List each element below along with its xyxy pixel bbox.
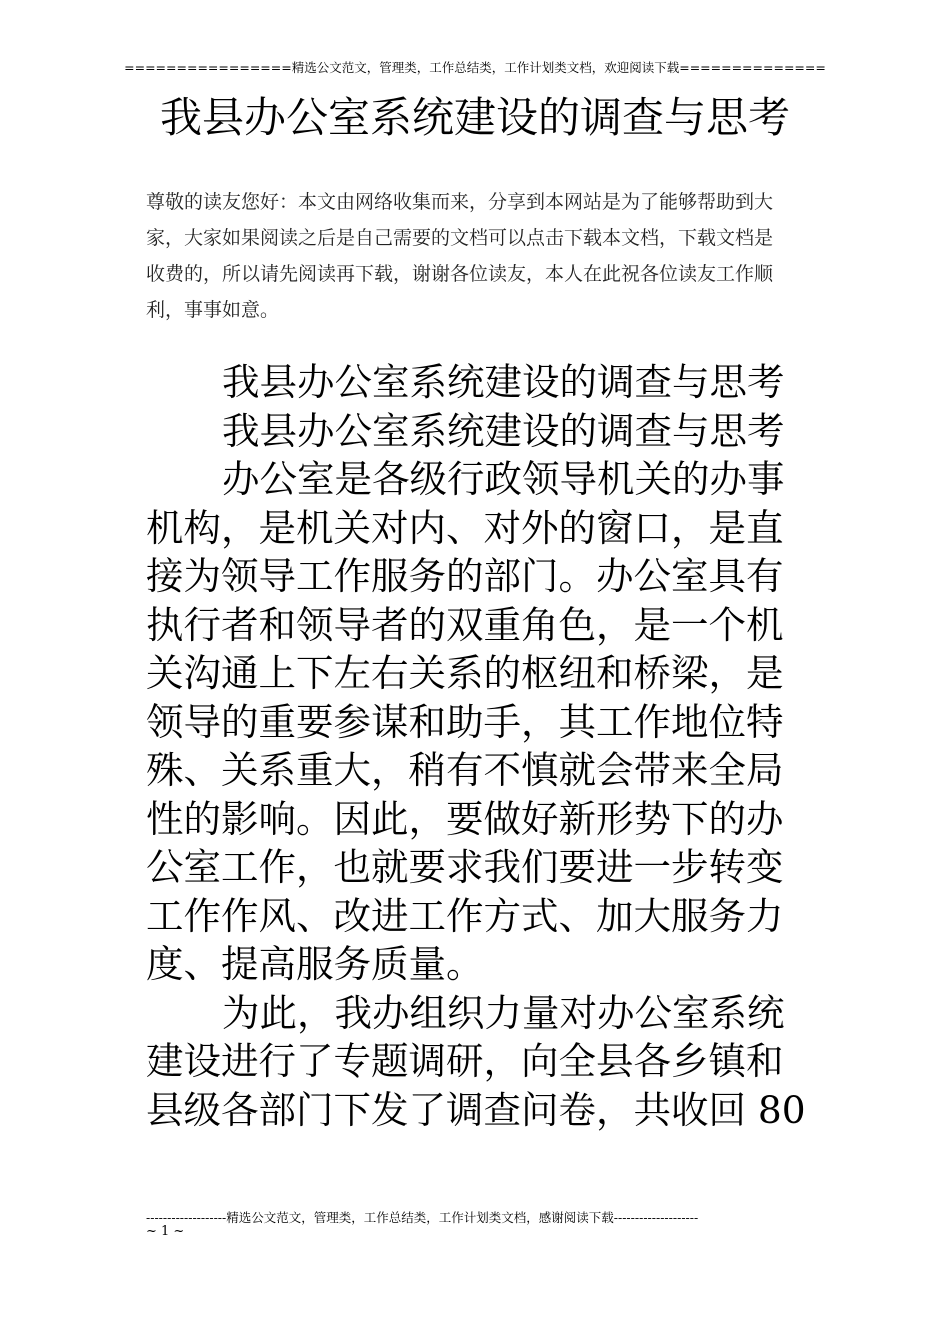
notice-line: 收费的，所以请先阅读再下载，谢谢各位读友，本人在此祝各位读友工作顺: [146, 263, 774, 285]
paragraph-line: 执行者和领导者的双重角色，是一个机: [146, 602, 784, 647]
paragraph-line: 领导的重要参谋和助手，其工作地位特: [146, 699, 784, 744]
footer-banner: -------------------精选公文范文，管理类，工作总结类，工作计划类文档，感谢阅读下载--------------------: [146, 1210, 699, 1225]
paragraph-line: 县级各部门下发了调查问卷，共收回 80: [146, 1087, 806, 1132]
paragraph-line: 关沟通上下左右关系的枢纽和桥梁，是: [146, 651, 784, 695]
paragraph-line: 办公室是各级行政领导机关的办事: [222, 457, 785, 501]
document-body: [146, 358, 806, 1134]
document-title: 我县办公室系统建设的调查与思考: [159, 93, 790, 142]
paragraph-line: 接为领导工作服务的部门。办公室具有: [146, 554, 784, 598]
page-number: ~ 1 ~: [146, 1224, 185, 1239]
notice-line: 尊敬的读友您好：本文由网络收集而来，分享到本网站是为了能够帮助到大: [146, 191, 774, 213]
reader-notice: [146, 184, 806, 328]
paragraph-line: 建设进行了专题调研，向全县各乡镇和: [146, 1039, 784, 1083]
body-heading: 我县办公室系统建设的调查与思考: [222, 360, 785, 404]
notice-line: 家，大家如果阅读之后是自己需要的文档可以点击下载本文档，下载文档是: [146, 227, 774, 249]
body-subheading: 我县办公室系统建设的调查与思考: [222, 408, 785, 453]
paragraph-line: 度、提高服务质量。: [146, 942, 484, 986]
notice-line: 利，事事如意。: [146, 299, 280, 321]
paragraph-line: 公室工作，也就要求我们要进一步转变: [146, 845, 784, 889]
paragraph-line: 工作作风、改进工作方式、加大服务力: [146, 893, 784, 938]
paragraph-line: 殊、关系重大，稍有不慎就会带来全局: [146, 748, 784, 792]
paragraph-line: 为此，我办组织力量对办公室系统: [222, 990, 785, 1035]
paragraph-line: 性的影响。因此，要做好新形势下的办: [146, 796, 784, 841]
paragraph-line: 机构，是机关对内、对外的窗口，是直: [146, 505, 784, 550]
header-banner: ================精选公文范文，管理类，工作总结类，工作计划类文档，欢迎阅读下载==============: [124, 60, 826, 75]
